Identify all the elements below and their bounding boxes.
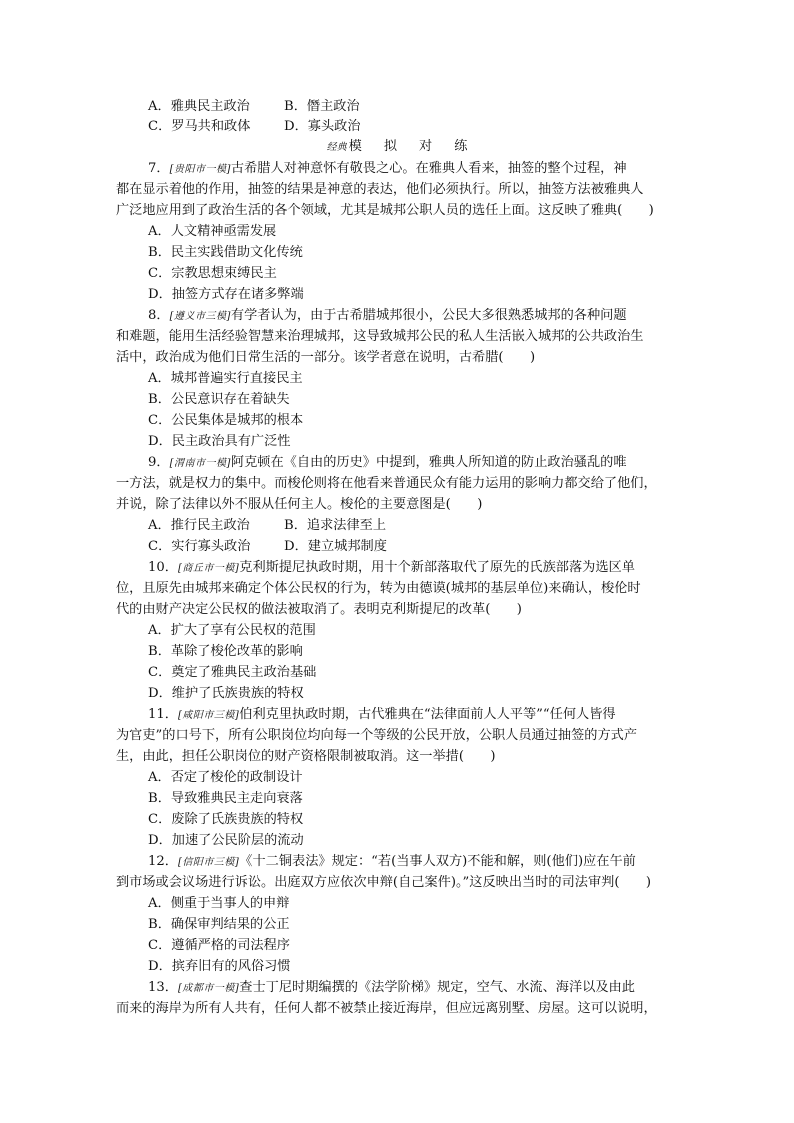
option-d: D．民主政治具有广泛性 bbox=[148, 434, 291, 449]
section-char: 模 bbox=[348, 139, 362, 154]
option-b: B．革除了梭伦改革的影响 bbox=[148, 644, 303, 659]
option-c: C．罗马共和政体 bbox=[148, 119, 251, 134]
option-c: C．公民集体是城邦的根本 bbox=[148, 413, 304, 428]
question-12-line-2: 到市场或会议场进行诉讼。出庭双方应依次申辩(自己案件)。”这反映出当时的司法审判( ) bbox=[116, 875, 652, 890]
section-char: 对 bbox=[419, 139, 433, 154]
option-a: A．城邦普遍实行直接民主 bbox=[148, 371, 303, 386]
question-13-line-1: 13．[成都市一模]查士丁尼时期编撰的《法学阶梯》规定，空气、水流、海洋以及由此 bbox=[148, 980, 635, 995]
source-tag: [渭南市一模] bbox=[169, 458, 231, 469]
option-b: B．民主实践借助文化传统 bbox=[148, 245, 303, 260]
question-7-line-2: 都在显示着他的作用，抽签的结果是神意的表达，他们必须执行。所以，抽签方法被雅典人 bbox=[116, 182, 644, 197]
source-tag: [成都市一模] bbox=[177, 983, 240, 994]
option-b: B．公民意识存在着缺失 bbox=[148, 392, 290, 407]
source-tag: [商丘市一模] bbox=[177, 563, 240, 574]
option-c: C．废除了氏族贵族的特权 bbox=[148, 812, 304, 827]
source-tag: [信阳市三模] bbox=[177, 857, 240, 868]
question-8-line-3: 活中，政治成为他们日常生活的一部分。该学者意在说明，古希腊( ) bbox=[116, 350, 536, 365]
option-c: C．实行寡头政治 bbox=[148, 539, 251, 554]
option-a: A．推行民主政治 bbox=[148, 518, 250, 533]
question-10-line-1: 10．[商丘市一模]克利斯提尼执政时期，用十个新部落取代了原先的氏族部落为选区单 bbox=[148, 560, 635, 575]
option-c: C．奠定了雅典民主政治基础 bbox=[148, 665, 317, 680]
option-c: C．遵循严格的司法程序 bbox=[148, 938, 290, 953]
question-11-line-1: 11．[咸阳市三模]伯利克里执政时期，古代雅典在“法律面前人人平等”“任何人皆得 bbox=[148, 707, 616, 722]
option-a: A．侧重于当事人的申辩 bbox=[148, 896, 290, 911]
option-a: A．否定了梭伦的政制设计 bbox=[148, 770, 303, 785]
question-9-line-2: 一方法，就是权力的集中。而梭伦则将在他看来普通民众有能力运用的影响力都交给了他们， bbox=[116, 476, 657, 491]
section-char: 练 bbox=[454, 139, 468, 154]
option-b: B．确保审判结果的公正 bbox=[148, 917, 290, 932]
question-7-line-1: 7．[贵阳市一模]古希腊人对神意怀有敬畏之心。在雅典人看来，抽签的整个过程，神 bbox=[148, 161, 627, 176]
source-tag: [咸阳市三模] bbox=[177, 710, 240, 721]
question-8-line-1: 8．[遵义市三模]有学者认为，由于古希腊城邦很小，公民大多很熟悉城邦的各种问题 bbox=[148, 308, 627, 323]
option-d: D．抽签方式存在诸多弊端 bbox=[148, 287, 304, 302]
question-11-line-2: 为官吏”的口号下，所有公职岗位均向每一个等级的公民开放，公职人员通过抽签的方式产 bbox=[116, 728, 638, 743]
option-a: A．扩大了享有公民权的范围 bbox=[148, 623, 316, 638]
option-d: D．摈弃旧有的风俗习惯 bbox=[148, 959, 291, 974]
section-header bbox=[0, 137, 794, 158]
source-tag: [遵义市三模] bbox=[169, 311, 231, 322]
option-a: A．人文精神亟需发展 bbox=[148, 224, 277, 239]
option-b: B．导致雅典民主走向衰落 bbox=[148, 791, 303, 806]
option-a: A．雅典民主政治 bbox=[148, 99, 250, 114]
question-12-line-1: 12．[信阳市三模]《十二铜表法》规定：“若(当事人双方)不能和解，则(他们)应在午前 bbox=[148, 854, 636, 869]
option-b: B．追求法律至上 bbox=[284, 518, 387, 533]
option-d: D．维护了氏族贵族的特权 bbox=[148, 686, 304, 701]
question-13-line-2: 而来的海岸为所有人共有，任何人都不被禁止接近海岸，但应远离别墅、房屋。这可以说明， bbox=[116, 1001, 657, 1016]
option-c: C．宗教思想束缚民主 bbox=[148, 266, 277, 281]
question-9-line-1: 9．[渭南市一模]阿克顿在《自由的历史》中提到，雅典人所知道的防止政治骚乱的唯 bbox=[148, 455, 627, 470]
section-char: 拟 bbox=[383, 139, 397, 154]
question-8-line-2: 和难题，能用生活经验智慧来治理城邦，这导致城邦公民的私人生活嵌入城邦的公共政治生 bbox=[116, 329, 644, 344]
option-d: D．加速了公民阶层的流动 bbox=[148, 833, 304, 848]
question-11-line-3: 生，由此，担任公职岗位的财产资格限制被取消。这一举措( ) bbox=[116, 749, 496, 764]
option-b: B．僭主政治 bbox=[284, 99, 360, 114]
option-d: D．建立城邦制度 bbox=[284, 539, 387, 554]
section-tag: 经典 bbox=[326, 142, 347, 153]
question-9-line-3: 并说，除了法律以外不服从任何主人。梭伦的主要意图是( ) bbox=[116, 497, 483, 512]
source-tag: [贵阳市一模] bbox=[169, 164, 231, 175]
question-10-line-3: 代的由财产决定公民权的做法被取消了。表明克利斯提尼的改革( ) bbox=[116, 602, 522, 617]
option-d: D．寡头政治 bbox=[284, 119, 361, 134]
question-7-line-3: 广泛地应用到了政治生活的各个领域，尤其是城邦公职人员的选任上面。这反映了雅典( ) bbox=[116, 203, 654, 218]
question-10-line-2: 位，且原先由城邦来确定个体公民权的行为，转为由德谟(城邦的基层单位)来确认，梭伦时 bbox=[116, 581, 641, 596]
